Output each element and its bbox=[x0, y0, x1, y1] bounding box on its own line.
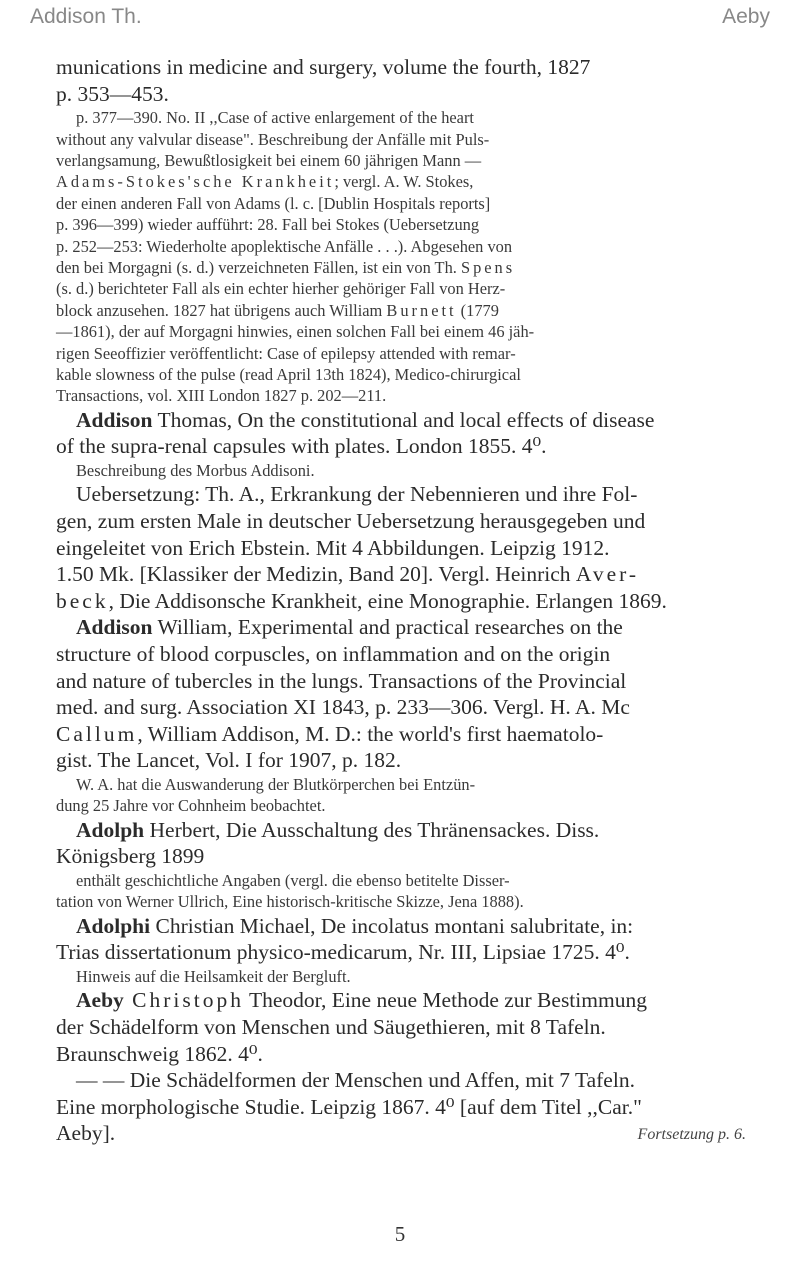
page-body bbox=[56, 54, 746, 1147]
note-line: Transactions, vol. XIII London 1827 p. 202—211. bbox=[56, 386, 387, 406]
entry-line: and nature of tubercles in the lungs. Transactions of the Provincial bbox=[56, 668, 627, 693]
text-line: munications in medicine and surgery, volume the fourth, 1827 bbox=[56, 55, 591, 79]
entry-line: gen, zum ersten Male in deutscher Uebersetzung herausgegeben und bbox=[56, 509, 646, 534]
entry-line: Uebersetzung: Th. A., Erkrankung der Nebennieren und ihre Fol- bbox=[76, 482, 638, 507]
entry-line: med. and surg. Association XI 1843, p. 233—306. Vergl. H. A. Mc bbox=[56, 695, 630, 720]
running-header bbox=[30, 0, 770, 34]
spaced-name: Aver- bbox=[575, 562, 640, 587]
entry-name: Adolph bbox=[76, 817, 145, 842]
entry-name: Aeby bbox=[76, 988, 124, 1013]
spaced-name: beck bbox=[56, 588, 109, 613]
note-line: W. A. hat die Auswanderung der Blutkörperchen bei Entzün- bbox=[76, 775, 476, 794]
entry-line: beck, Die Addisonsche Krankheit, eine Monographie. Erlangen 1869. bbox=[56, 588, 667, 613]
header-right: Aeby bbox=[722, 5, 770, 28]
entry-line: Trias dissertationum physico-medicarum, Nr. III, Lipsiae 1725. 4⁰. bbox=[56, 940, 630, 965]
header-left: Addison Th. bbox=[30, 5, 142, 28]
entry-line: Aeby]. Fortsetzung p. 6. bbox=[56, 1120, 746, 1147]
entry-name: Addison bbox=[76, 407, 153, 432]
entry-line: Callum, William Addison, M. D.: the world's first haematolo- bbox=[56, 721, 604, 746]
entry-line: 1.50 Mk. [Klassiker der Medizin, Band 20]. Vergl. Heinrich Aver- bbox=[56, 562, 640, 587]
text-line: p. 353—453. bbox=[56, 81, 169, 106]
note-line: enthält geschichtliche Angaben (vergl. die ebenso betitelte Disser- bbox=[76, 871, 510, 890]
entry-line: — — Die Schädelformen der Menschen und Affen, mit 7 Tafeln. bbox=[76, 1068, 635, 1093]
entry-line: gist. The Lancet, Vol. I for 1907, p. 182. bbox=[56, 748, 402, 773]
spaced-name: Spens bbox=[460, 258, 516, 278]
entry-line: eingeleitet von Erich Ebstein. Mit 4 Abbildungen. Leipzig 1912. bbox=[56, 535, 610, 560]
note-line: p. 252—253: Wiederholte apoplektische Anfälle . . .). Abgesehen von bbox=[56, 236, 513, 256]
entry-line: Braunschweig 1862. 4⁰. bbox=[56, 1041, 263, 1066]
entry-line: of the supra-renal capsules with plates. London 1855. 4⁰. bbox=[56, 434, 547, 459]
note-line: verlangsamung, Bewußtlosigkeit bei einem 60 jährigen Mann — bbox=[56, 151, 482, 170]
note-line: without any valvular disease". Beschreibung der Anfälle mit Puls- bbox=[56, 129, 490, 149]
entry-line: der Schädelform von Menschen und Säugethieren, mit 8 Tafeln. bbox=[56, 1015, 606, 1039]
entry-name: Adolphi bbox=[76, 913, 151, 938]
note-line: —1861), der auf Morgagni hinwies, einen solchen Fall bei einem 46 jäh- bbox=[56, 322, 535, 342]
spaced-term: Adams-Stokes'sche Krankheit bbox=[56, 172, 335, 192]
note-line: tation von Werner Ullrich, Eine historisch-kritische Skizze, Jena 1888). bbox=[56, 892, 524, 912]
note-line: rigen Seeoffizier veröffentlicht: Case of epilepsy attended with remar- bbox=[56, 343, 516, 363]
spaced-name: Burnett bbox=[386, 300, 457, 320]
page-number: 5 bbox=[394, 1222, 406, 1246]
note-line: Adams-Stokes'sche Krankheit; vergl. A. W. Stokes, bbox=[56, 172, 474, 192]
note-line: (s. d.) berichteter Fall als ein echter hierher gehöriger Fall von Herz- bbox=[56, 279, 506, 299]
entry-line: Addison Thomas, On the constitutional and local effects of disease bbox=[76, 407, 655, 432]
note-line: kable slowness of the pulse (read April 13th 1824), Medico-chirurgical bbox=[56, 365, 521, 385]
entry-name: Addison bbox=[76, 615, 153, 640]
entry-line: Aeby Christoph Theodor, Eine neue Methode zur Bestimmung bbox=[76, 988, 647, 1013]
entry-line: Addison William, Experimental and practical researches on the bbox=[76, 615, 623, 640]
note-line: Beschreibung des Morbus Addisoni. bbox=[76, 461, 315, 481]
note-line: der einen anderen Fall von Adams (l. c. [Dublin Hospitals reports] bbox=[56, 193, 491, 213]
entry-line: structure of blood corpuscles, on inflammation and on the origin bbox=[56, 642, 611, 667]
note-line: den bei Morgagni (s. d.) verzeichneten Fällen, ist ein von Th. Spens bbox=[56, 258, 516, 278]
note-line: Hinweis auf die Heilsamkeit der Bergluft. bbox=[76, 967, 351, 986]
continuation-note: Fortsetzung p. 6. bbox=[637, 1126, 746, 1144]
entry-line: Adolph Herbert, Die Ausschaltung des Thränensackes. Diss. bbox=[76, 817, 600, 842]
entry-line: Königsberg 1899 bbox=[56, 844, 205, 869]
spaced-name: Callum bbox=[56, 721, 138, 746]
note-line: p. 396—399) wieder aufführt: 28. Fall bei Stokes (Uebersetzung bbox=[56, 215, 480, 235]
spaced-name: Christoph bbox=[123, 988, 244, 1013]
entry-line: Eine morphologische Studie. Leipzig 1867. 4⁰ [auf dem Titel ,,Car." bbox=[56, 1094, 642, 1119]
entry-line: Adolphi Christian Michael, De incolatus montani salubritate, in: bbox=[76, 913, 634, 938]
note-line: dung 25 Jahre vor Cohnheim beobachtet. bbox=[56, 796, 326, 816]
note-line: p. 377—390. No. II ,,Case of active enlargement of the heart bbox=[76, 108, 474, 128]
note-line: block anzusehen. 1827 hat übrigens auch William Burnett (1779 bbox=[56, 300, 499, 320]
